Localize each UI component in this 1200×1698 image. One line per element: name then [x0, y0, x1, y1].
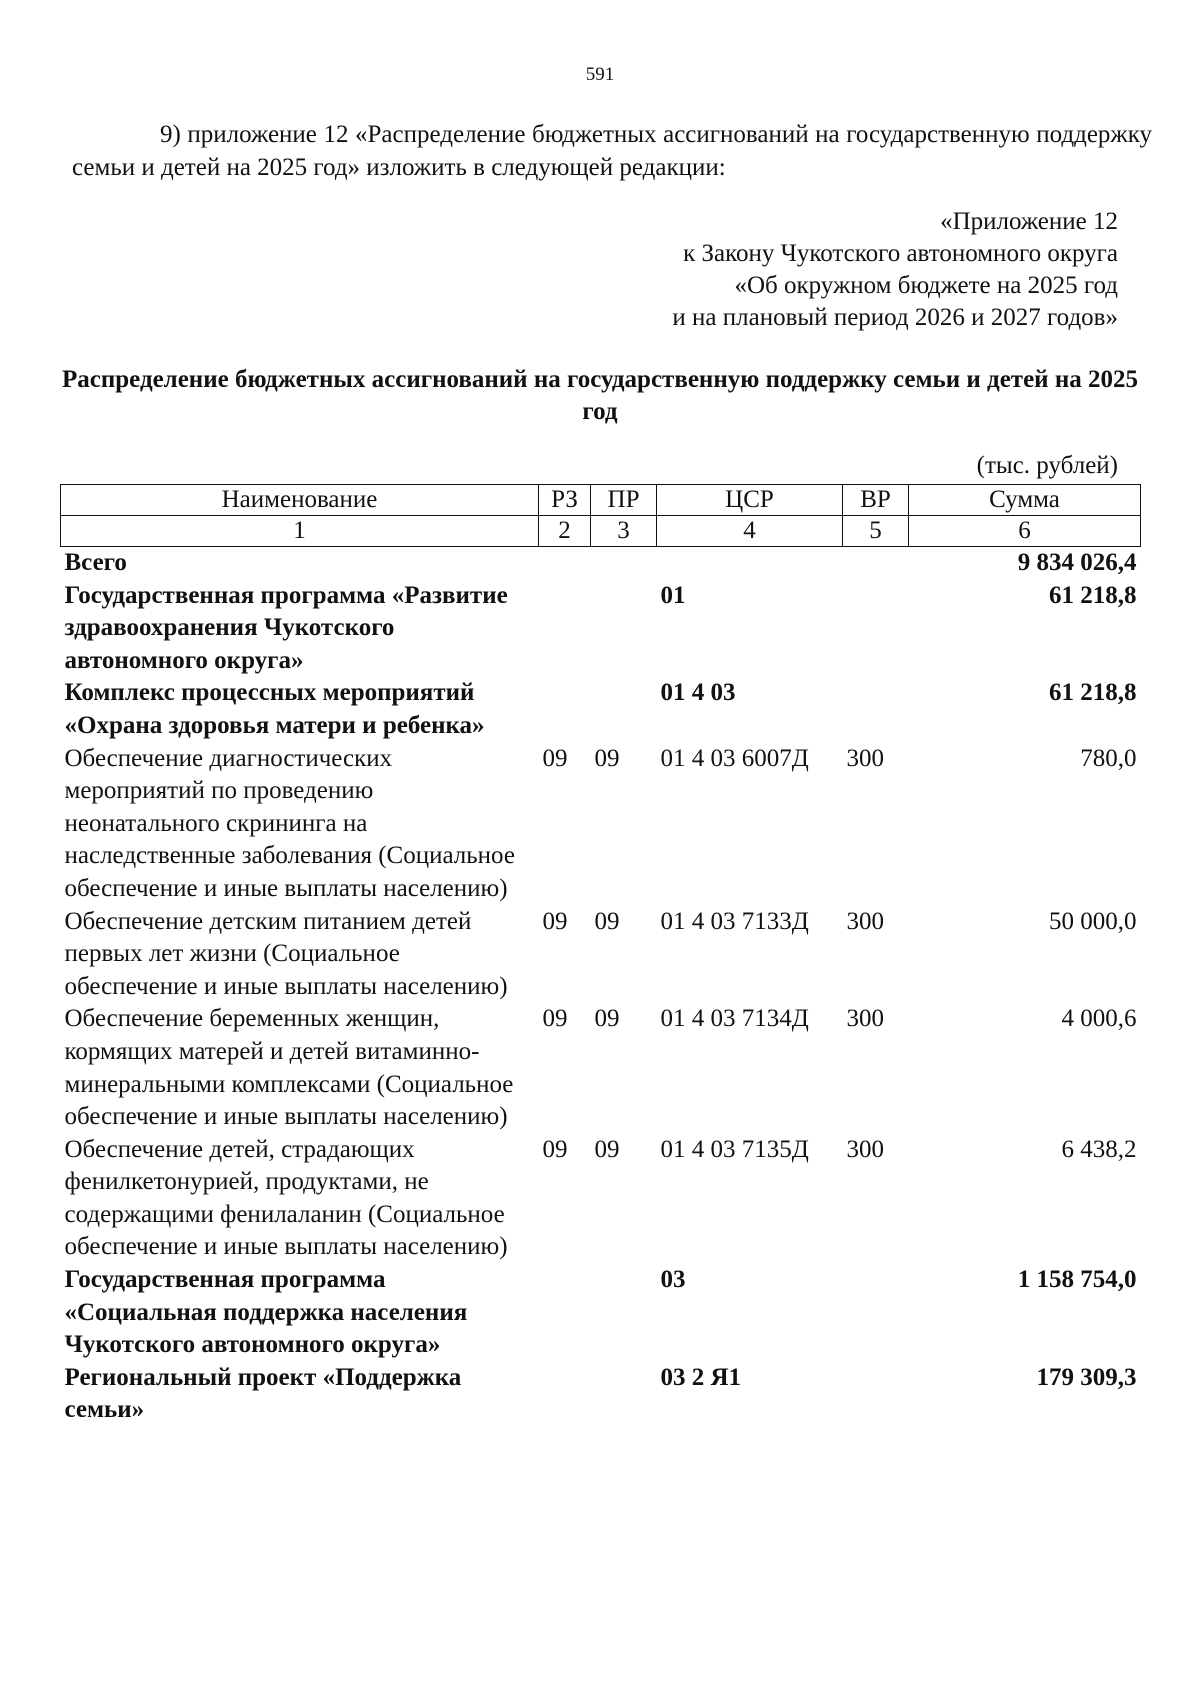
- budget-table: [60, 484, 1141, 1427]
- cell-csr: 01 4 03 6007Д: [660, 744, 809, 772]
- cell-csr: 03: [660, 1266, 686, 1294]
- cell-csr: 01 4 03 7134Д: [660, 1005, 809, 1033]
- column-number: 5: [843, 516, 909, 547]
- cell-sum: 50 000,0: [1049, 907, 1137, 935]
- cell-vr: 300: [846, 907, 884, 935]
- cell-name: Обеспечение детей, страдающих фенилкетонурией, продуктами, не содержащими фенилаланин (Социальное обеспечение и иные выплаты населению): [64, 1135, 508, 1261]
- cell-sum: 4 000,6: [1061, 1005, 1137, 1033]
- header-vr: ВР: [843, 485, 909, 516]
- cell-vr: [843, 580, 909, 678]
- cell-rz: 09: [542, 907, 568, 935]
- column-number: 6: [909, 516, 1141, 547]
- cell-vr: 300: [846, 1005, 884, 1033]
- table-row: [61, 743, 1141, 906]
- cell-name: Комплекс процессных мероприятий «Охрана здоровья матери и ребенка»: [64, 679, 485, 739]
- header-csr: ЦСР: [657, 485, 843, 516]
- appendix-line: к Закону Чукотского автономного округа: [683, 240, 1118, 267]
- cell-name: Государственная программа «Социальная поддержка населения Чукотского автономного округа»: [64, 1266, 468, 1359]
- table-row: [61, 547, 1141, 580]
- table-row: [61, 677, 1141, 742]
- cell-csr: [657, 547, 843, 580]
- table-row: [61, 1003, 1141, 1133]
- cell-rz: [539, 580, 591, 678]
- appendix-line: и на плановый период 2026 и 2027 годов»: [672, 304, 1118, 331]
- cell-name: Обеспечение диагностических мероприятий по проведению неонатального скрининга на наследственные заболевания (Социальное обеспечение и иные выплаты населению): [64, 744, 515, 902]
- cell-rz: [539, 677, 591, 742]
- units-label: (тыс. рублей): [976, 452, 1118, 479]
- cell-sum: 780,0: [1080, 744, 1137, 772]
- cell-rz: 09: [542, 1005, 568, 1033]
- cell-rz: 09: [542, 1135, 568, 1163]
- intro-paragraph: 9) приложение 12 «Распределение бюджетных ассигнований на государственную поддержку семьи и детей на 2025 год» изложить в следующей редакции:: [72, 121, 1152, 181]
- page-number: 591: [585, 64, 615, 85]
- table-title: Распределение бюджетных ассигнований на государственную поддержку семьи и детей на 2025 год: [62, 366, 1138, 425]
- cell-sum: 6 438,2: [1061, 1135, 1137, 1163]
- cell-pr: 09: [594, 907, 620, 935]
- cell-pr: [591, 1264, 657, 1362]
- cell-vr: 300: [846, 744, 884, 772]
- cell-csr: 03 2 Я1: [660, 1363, 742, 1391]
- cell-vr: [843, 547, 909, 580]
- table-row: [61, 906, 1141, 1004]
- appendix-reference: [418, 206, 1118, 334]
- header-pr: ПР: [591, 485, 657, 516]
- header-rz: РЗ: [539, 485, 591, 516]
- column-number-row: [61, 516, 1141, 547]
- appendix-line: «Приложение 12: [940, 208, 1118, 235]
- cell-rz: [539, 1362, 591, 1427]
- cell-pr: [591, 1362, 657, 1427]
- cell-vr: [843, 677, 909, 742]
- table-row: [61, 1264, 1141, 1362]
- cell-pr: [591, 547, 657, 580]
- header-sum: Сумма: [909, 485, 1141, 516]
- column-number: 3: [591, 516, 657, 547]
- cell-pr: 09: [594, 1135, 620, 1163]
- cell-csr: 01 4 03: [660, 679, 736, 707]
- cell-pr: 09: [594, 1005, 620, 1033]
- cell-name: Обеспечение беременных женщин, кормящих матерей и детей витаминно-минеральными комплексами (Социальное обеспечение и иные выплаты населению): [64, 1005, 514, 1131]
- cell-sum: 9 834 026,4: [1017, 549, 1137, 576]
- table-row: [61, 1134, 1141, 1264]
- appendix-line: «Об окружном бюджете на 2025 год: [734, 272, 1118, 299]
- cell-csr: 01 4 03 7135Д: [660, 1135, 809, 1163]
- cell-vr: [843, 1264, 909, 1362]
- table-body: [61, 547, 1141, 1428]
- cell-name: Всего: [64, 549, 127, 576]
- cell-pr: [591, 677, 657, 742]
- column-number: 2: [539, 516, 591, 547]
- cell-rz: [539, 547, 591, 580]
- cell-sum: 61 218,8: [1049, 679, 1137, 707]
- cell-pr: [591, 580, 657, 678]
- cell-name: Государственная программа «Развитие здравоохранения Чукотского автономного округа»: [64, 581, 508, 674]
- cell-vr: [843, 1362, 909, 1427]
- cell-rz: 09: [542, 744, 568, 772]
- cell-sum: 179 309,3: [1036, 1363, 1137, 1391]
- cell-csr: 01: [660, 581, 686, 609]
- header-name: Наименование: [61, 485, 539, 516]
- cell-vr: 300: [846, 1135, 884, 1163]
- cell-sum: 61 218,8: [1049, 581, 1137, 609]
- cell-pr: 09: [594, 744, 620, 772]
- cell-name: Региональный проект «Поддержка семьи»: [64, 1363, 462, 1424]
- table-row: [61, 1362, 1141, 1427]
- column-number: 4: [657, 516, 843, 547]
- cell-csr: 01 4 03 7133Д: [660, 907, 809, 935]
- cell-name: Обеспечение детским питанием детей первых лет жизни (Социальное обеспечение и иные выплаты населению): [64, 907, 508, 1000]
- column-number: 1: [61, 516, 539, 547]
- table-row: [61, 580, 1141, 678]
- cell-sum: 1 158 754,0: [1017, 1266, 1137, 1294]
- cell-rz: [539, 1264, 591, 1362]
- header-row: [61, 485, 1141, 516]
